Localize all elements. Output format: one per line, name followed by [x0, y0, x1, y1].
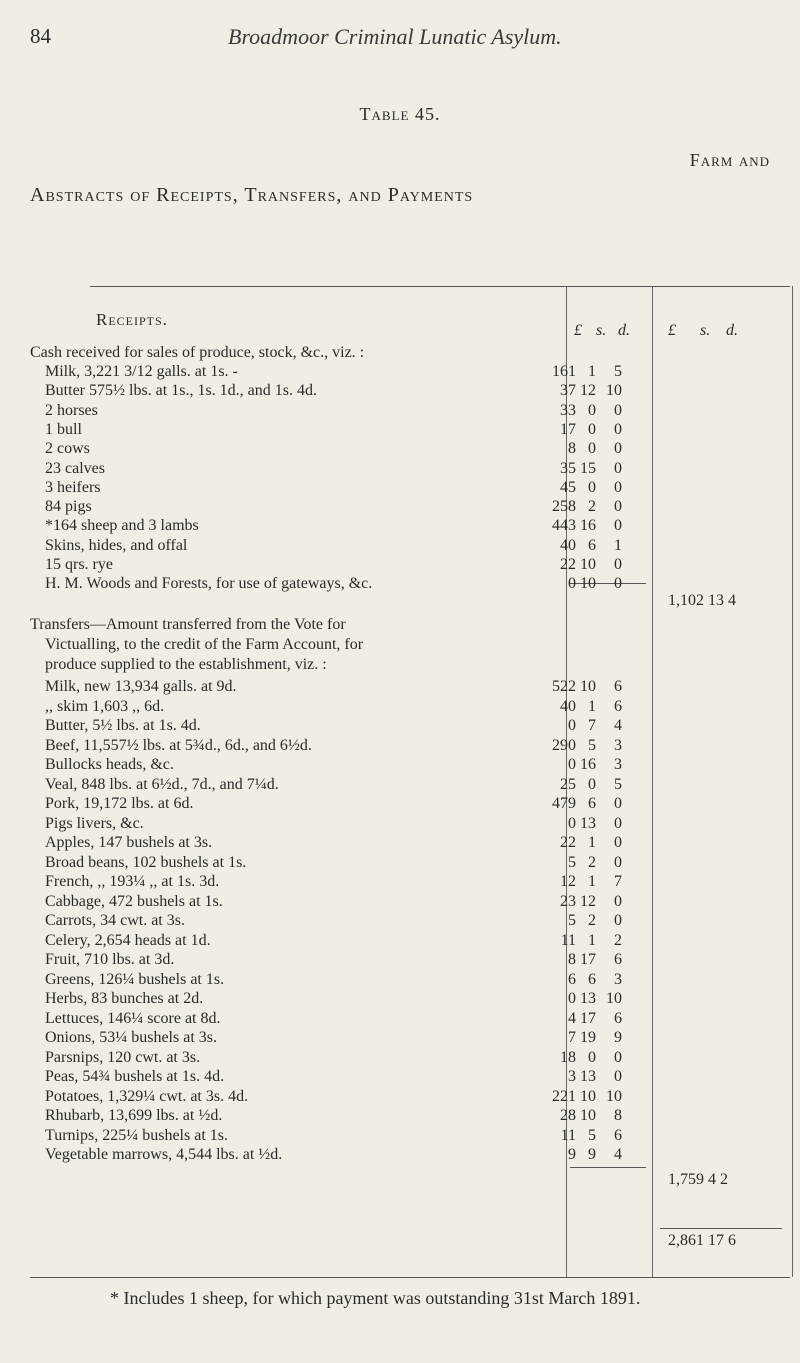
table-row	[0, 931, 800, 951]
pence-cell: 4	[614, 717, 622, 734]
footnote: * Includes 1 sheep, for which payment was outstanding 31st March 1891.	[110, 1288, 641, 1308]
table-row	[0, 1145, 800, 1165]
table-row	[0, 833, 800, 853]
pounds-cell: 12	[560, 873, 576, 890]
pounds-cell: 33	[560, 401, 576, 419]
pence-cell: 0	[614, 401, 622, 419]
shillings-cell: 16	[580, 756, 596, 773]
shillings-cell: 13	[580, 1068, 596, 1085]
table-row	[0, 1048, 800, 1068]
row-label: Milk, 3,221 3/12 galls. at 1s. -	[45, 363, 238, 380]
pence-cell: 3	[614, 756, 622, 773]
row-label: Fruit, 710 lbs. at 3d.	[45, 951, 175, 968]
table-row	[0, 401, 800, 421]
transfers-intro-line-2	[0, 635, 800, 655]
farm-and-heading: Farm and	[689, 150, 770, 170]
row-label: Lettuces, 146¼ score at 8d.	[45, 1009, 221, 1027]
table-row	[0, 439, 800, 459]
shillings-cell: 9	[588, 1146, 596, 1163]
row-label: *164 sheep and 3 lambs	[45, 517, 199, 535]
shillings-cell: 10	[580, 575, 596, 593]
row-label: Vegetable marrows, 4,544 lbs. at ½d.	[45, 1146, 283, 1163]
pounds-cell: 522	[552, 678, 576, 695]
shillings-cell: 13	[580, 990, 596, 1007]
table-row	[0, 536, 800, 556]
table-row	[0, 911, 800, 931]
abstract-title: Abstracts of Receipts, Transfers, and Payments	[30, 184, 474, 206]
pence-cell: 0	[614, 556, 622, 573]
shillings-cell: 17	[580, 951, 596, 968]
row-label: Veal, 848 lbs. at 6½d., 7d., and 7¼d.	[45, 775, 279, 793]
table-row	[0, 1028, 800, 1048]
pence-cell: 0	[614, 459, 622, 477]
transfers-subtotal-rule	[570, 1167, 646, 1168]
row-label: ,, skim 1,603 ,, 6d.	[45, 697, 165, 715]
pence-cell: 6	[614, 678, 622, 695]
table-row	[0, 516, 800, 536]
pounds-cell: 0	[568, 814, 576, 832]
shillings-cell: 17	[580, 1009, 596, 1027]
shillings-cell: 12	[580, 382, 596, 400]
pence-cell: 6	[614, 697, 622, 715]
table-row	[0, 677, 800, 697]
pence-cell: 0	[614, 420, 622, 438]
pounds-cell: 258	[552, 498, 576, 516]
pence-cell: 10	[606, 382, 622, 400]
table-row	[0, 1106, 800, 1126]
transfers-intro-text-3: produce supplied to the establishment, viz. :	[45, 656, 327, 673]
shillings-cell: 10	[580, 556, 596, 573]
pence-cell: 2	[614, 931, 622, 949]
pence-cell: 0	[614, 853, 622, 871]
pence-cell: 0	[614, 834, 622, 851]
row-label: Potatoes, 1,329¼ cwt. at 3s. 4d.	[45, 1087, 249, 1105]
shillings-cell: 19	[580, 1029, 596, 1046]
pounds-cell: 0	[568, 990, 576, 1007]
table-row	[0, 497, 800, 517]
receipts-title: Receipts.	[96, 310, 168, 329]
shillings-cell: 0	[588, 440, 596, 458]
table-row	[0, 1126, 800, 1146]
shillings-cell: 10	[580, 1107, 596, 1124]
shillings-cell: 6	[588, 795, 596, 812]
row-label: Greens, 126¼ bushels at 1s.	[45, 970, 225, 988]
row-label: Peas, 54¾ bushels at 1s. 4d.	[45, 1068, 225, 1085]
row-label: Cabbage, 472 bushels at 1s.	[45, 892, 223, 910]
pounds-cell: 11	[560, 1126, 576, 1144]
shillings-cell: 2	[588, 853, 596, 871]
shillings-cell: 12	[580, 892, 596, 910]
pence-cell: 6	[614, 1009, 622, 1027]
row-label: Beef, 11,557½ lbs. at 5¾d., 6d., and 6½d.	[45, 736, 312, 754]
pounds-cell: 290	[552, 736, 576, 754]
col-head-pence-2: d.	[726, 322, 738, 339]
pence-cell: 3	[614, 970, 622, 988]
pence-cell: 8	[614, 1107, 622, 1124]
row-label: Butter, 5½ lbs. at 1s. 4d.	[45, 717, 201, 734]
table-row	[0, 736, 800, 756]
pence-cell: 0	[614, 814, 622, 832]
shillings-cell: 10	[580, 678, 596, 695]
table-row	[0, 775, 800, 795]
top-rule	[90, 286, 790, 287]
pounds-cell: 4	[568, 1009, 576, 1027]
table-row	[0, 950, 800, 970]
row-label: Pork, 19,172 lbs. at 6d.	[45, 795, 194, 812]
pence-cell: 6	[614, 1126, 622, 1144]
table-row	[0, 853, 800, 873]
shillings-cell: 1	[588, 834, 596, 851]
pounds-cell: 161	[552, 363, 576, 380]
table-label: Table 45.	[359, 104, 441, 124]
pence-cell: 0	[614, 1068, 622, 1085]
table-row	[0, 872, 800, 892]
row-label: 2 cows	[45, 440, 90, 458]
table-row	[0, 420, 800, 440]
pence-cell: 0	[614, 440, 622, 458]
pounds-cell: 9	[568, 1146, 576, 1163]
shillings-cell: 13	[580, 814, 596, 832]
shillings-cell: 0	[588, 478, 596, 496]
pounds-cell: 5	[568, 912, 576, 929]
pence-cell: 0	[614, 1048, 622, 1066]
row-label: Rhubarb, 13,699 lbs. at ½d.	[45, 1107, 223, 1124]
row-label: Bullocks heads, &c.	[45, 756, 174, 773]
table-row	[0, 755, 800, 775]
row-label: Carrots, 34 cwt. at 3s.	[45, 912, 185, 929]
row-label: Onions, 53¼ bushels at 3s.	[45, 1029, 217, 1046]
row-label: French, ,, 193¼ ,, at 1s. 3d.	[45, 873, 220, 890]
pence-cell: 0	[614, 575, 622, 593]
pounds-cell: 17	[560, 420, 576, 438]
row-label: 2 horses	[45, 401, 98, 419]
receipts-intro-text: Cash received for sales of produce, stock, &c., viz. :	[30, 344, 365, 361]
receipts-total: 1,102 13 4	[668, 592, 736, 609]
pounds-cell: 22	[560, 834, 576, 851]
pence-cell: 5	[614, 363, 622, 380]
shillings-cell: 7	[588, 717, 596, 734]
pence-cell: 6	[614, 951, 622, 968]
row-label: Herbs, 83 bunches at 2d.	[45, 990, 204, 1007]
pounds-cell: 0	[568, 717, 576, 734]
row-label: 84 pigs	[45, 498, 92, 516]
shillings-cell: 0	[588, 1048, 596, 1066]
row-label: 23 calves	[45, 459, 105, 477]
shillings-cell: 10	[580, 1087, 596, 1105]
pounds-cell: 40	[560, 697, 576, 715]
row-label: Skins, hides, and offal	[45, 536, 188, 554]
pence-cell: 7	[614, 873, 622, 890]
row-label: Turnips, 225¼ bushels at 1s.	[45, 1126, 228, 1144]
shillings-cell: 6	[588, 970, 596, 988]
table-row	[0, 478, 800, 498]
pounds-cell: 479	[552, 795, 576, 812]
pence-cell: 3	[614, 736, 622, 754]
shillings-cell: 5	[588, 1126, 596, 1144]
col-head-shillings-1: s.	[596, 322, 607, 339]
transfers-total: 1,759 4 2	[668, 1171, 728, 1188]
pence-cell: 10	[606, 990, 622, 1007]
pence-cell: 10	[606, 1087, 622, 1105]
shillings-cell: 1	[588, 873, 596, 890]
col-head-pounds-2: £	[668, 322, 676, 339]
row-label: 15 qrs. rye	[45, 556, 113, 573]
shillings-cell: 5	[588, 736, 596, 754]
shillings-cell: 2	[588, 912, 596, 929]
table-row	[0, 970, 800, 990]
row-label: 1 bull	[45, 420, 82, 438]
pounds-cell: 11	[560, 931, 576, 949]
shillings-cell: 1	[588, 697, 596, 715]
pounds-cell: 5	[568, 853, 576, 871]
grand-total: 2,861 17 6	[668, 1232, 736, 1249]
shillings-cell: 15	[580, 459, 596, 477]
shillings-cell: 1	[588, 363, 596, 380]
pounds-cell: 8	[568, 440, 576, 458]
pence-cell: 0	[614, 795, 622, 812]
row-label: Parsnips, 120 cwt. at 3s.	[45, 1048, 201, 1066]
pounds-cell: 6	[568, 970, 576, 988]
pounds-cell: 45	[560, 478, 576, 496]
pence-cell: 0	[614, 478, 622, 496]
pence-cell: 9	[614, 1029, 622, 1046]
table-row	[0, 1067, 800, 1087]
grand-total-rule	[660, 1228, 782, 1229]
pounds-cell: 40	[560, 536, 576, 554]
col-head-pounds-1: £	[574, 322, 582, 339]
pounds-cell: 443	[552, 517, 576, 535]
pounds-cell: 35	[560, 459, 576, 477]
pounds-cell: 18	[560, 1048, 576, 1066]
shillings-cell: 16	[580, 517, 596, 535]
pounds-cell: 25	[560, 775, 576, 793]
pounds-cell: 23	[560, 892, 576, 910]
row-label: Apples, 147 bushels at 3s.	[45, 834, 213, 851]
pounds-cell: 8	[568, 951, 576, 968]
table-row	[0, 794, 800, 814]
table-row	[0, 892, 800, 912]
table-row	[0, 381, 800, 401]
row-label: H. M. Woods and Forests, for use of gateways, &c.	[45, 575, 373, 593]
table-row	[0, 716, 800, 736]
table-row	[0, 1009, 800, 1029]
table-row	[0, 459, 800, 479]
page-number: 84	[30, 24, 51, 48]
row-label: Milk, new 13,934 galls. at 9d.	[45, 678, 237, 695]
shillings-cell: 1	[588, 931, 596, 949]
table-row	[0, 555, 800, 575]
transfers-intro-text-2: Victualling, to the credit of the Farm Account, for	[45, 636, 364, 653]
shillings-cell: 0	[588, 401, 596, 419]
running-title: Broadmoor Criminal Lunatic Asylum.	[228, 24, 562, 49]
table-row	[0, 362, 800, 382]
pence-cell: 4	[614, 1146, 622, 1163]
pounds-cell: 37	[560, 382, 576, 400]
row-label: 3 heifers	[45, 478, 101, 496]
pence-cell: 1	[614, 536, 622, 554]
transfers-intro-line-3	[0, 655, 800, 675]
transfers-intro-text-1: Transfers—Amount transferred from the Vote for	[30, 616, 346, 633]
row-label: Broad beans, 102 bushels at 1s.	[45, 853, 247, 871]
pounds-cell: 0	[568, 756, 576, 773]
bottom-rule	[30, 1277, 790, 1278]
table-row	[0, 814, 800, 834]
row-label: Celery, 2,654 heads at 1d.	[45, 931, 211, 949]
pounds-cell: 3	[568, 1068, 576, 1085]
col-head-pence-1: d.	[618, 322, 630, 339]
receipts-intro	[0, 343, 800, 363]
row-label: Pigs livers, &c.	[45, 814, 144, 832]
col-head-shillings-2: s.	[700, 322, 711, 339]
pounds-cell: 28	[560, 1107, 576, 1124]
shillings-cell: 0	[588, 775, 596, 793]
pounds-cell: 7	[568, 1029, 576, 1046]
pounds-cell: 0	[568, 575, 576, 593]
pence-cell: 5	[614, 775, 622, 793]
pence-cell: 0	[614, 517, 622, 535]
pence-cell: 0	[614, 892, 622, 910]
pence-cell: 0	[614, 498, 622, 516]
table-row	[0, 989, 800, 1009]
pounds-cell: 221	[552, 1087, 576, 1105]
shillings-cell: 2	[588, 498, 596, 516]
shillings-cell: 6	[588, 536, 596, 554]
table-row	[0, 1087, 800, 1107]
row-label: Butter 575½ lbs. at 1s., 1s. 1d., and 1s. 4d.	[45, 382, 317, 400]
transfers-intro-line-1	[0, 615, 800, 635]
table-row	[0, 697, 800, 717]
shillings-cell: 0	[588, 420, 596, 438]
pence-cell: 0	[614, 912, 622, 929]
pounds-cell: 22	[560, 556, 576, 573]
